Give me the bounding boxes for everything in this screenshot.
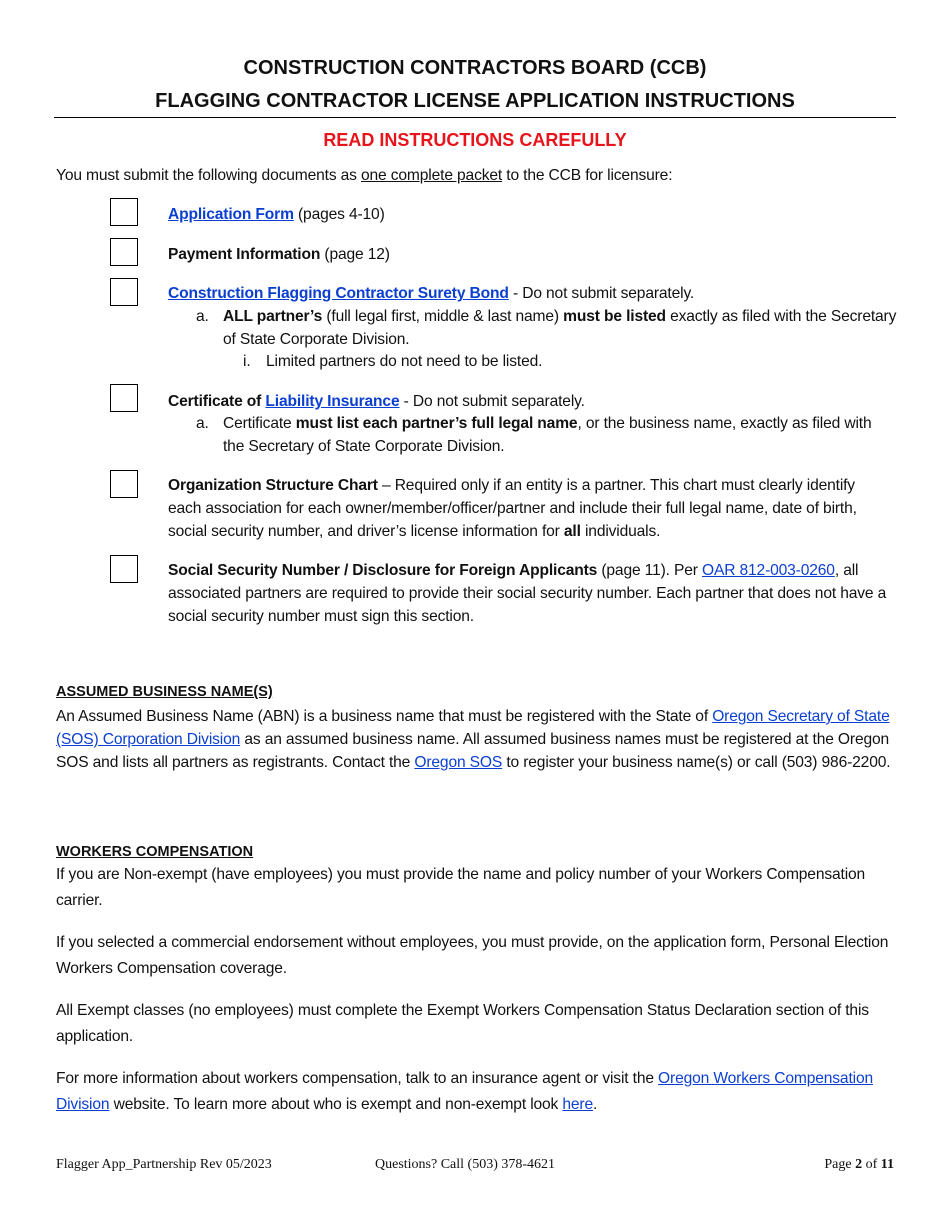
intro-text	[56, 164, 916, 187]
text-segment: If you are Non-exempt (have employees) you must provide the name and policy number of your Workers Compensation carrier.	[56, 866, 866, 909]
header-divider	[54, 117, 896, 118]
text-segment: An Assumed Business Name (ABN) is a business name that must be registered with the State of	[56, 708, 713, 725]
document-link[interactable]: Construction Flagging Contractor Surety Bond	[168, 285, 509, 302]
document-link[interactable]: Oregon Workers Compensation Division	[56, 1070, 873, 1113]
bold-text: must be listed	[563, 308, 666, 325]
text-segment: .	[593, 1096, 598, 1113]
text-segment: to the CCB for licensure:	[502, 167, 673, 184]
page-prefix: Page	[824, 1157, 856, 1172]
text-segment: , or the business name, exactly as filed with the Secretary of State Corporate Division.	[223, 415, 872, 455]
footer-revision: Flagger App_Partnership Rev 05/2023	[56, 1157, 272, 1172]
workers-comp-paragraph-1	[56, 862, 876, 914]
text-segment: individuals.	[580, 523, 661, 540]
checkbox-organization-chart[interactable]	[110, 470, 138, 498]
bold-text: ALL partner’s	[223, 308, 323, 325]
footer-phone: Questions? Call (503) 378-4621	[375, 1157, 556, 1172]
bold-text: Certificate of	[168, 393, 266, 410]
text-segment: All Exempt classes (no employees) must complete the Exempt Workers Compensation Status Declaration section of this application.	[56, 1002, 869, 1045]
text-segment: website. To learn more about who is exempt and non-exempt look	[109, 1096, 563, 1113]
warning-heading: READ INSTRUCTIONS CAREFULLY	[323, 130, 627, 150]
abn-heading: ASSUMED BUSINESS NAME(S)	[56, 684, 273, 700]
checklist-item-ssn-disclosure	[168, 559, 888, 628]
text-segment: - Do not submit separately.	[399, 393, 585, 410]
workers-comp-paragraph-4	[56, 1066, 886, 1118]
text-segment: (full legal first, middle & last name)	[322, 308, 564, 325]
document-link[interactable]: OAR 812-003-0260	[701, 562, 835, 579]
document-link[interactable]: Liability Insurance	[265, 393, 400, 410]
checkbox-liability-insurance[interactable]	[110, 384, 138, 412]
text-segment: For more information about workers compensation, talk to an insurance agent or visit the	[56, 1070, 659, 1087]
text-segment: Certificate	[223, 415, 296, 432]
workers-comp-paragraph-2	[56, 930, 896, 982]
text-segment: as an assumed business name. All assumed business names must be registered at the Oregon SOS and lists all partners as registrants. Contact the	[56, 731, 890, 771]
liability-insurance-note	[223, 412, 873, 458]
page-total: 11	[880, 1157, 894, 1172]
text-segment: to register your business name(s) or call (503) 986-2200.	[502, 754, 891, 771]
text-segment: (page 11). Per	[597, 562, 702, 579]
checkbox-surety-bond[interactable]	[110, 278, 138, 306]
checklist-item-surety-bond	[168, 282, 898, 305]
text-segment: , all associated partners are required to provide their social security number. Each partner that does not have a social security number must sign this section.	[168, 562, 887, 625]
document-link[interactable]: Oregon SOS	[414, 754, 503, 771]
limited-partners-note	[266, 350, 886, 373]
surety-bond-note	[223, 305, 903, 351]
text-segment: (pages 4-10)	[293, 206, 385, 223]
text-segment: If you selected a commercial endorsement without employees, you must provide, on the application form, Personal Election Workers Compensation coverage.	[56, 934, 889, 977]
document-title: CONSTRUCTION CONTRACTORS BOARD (CCB)	[243, 57, 707, 79]
bold-text: Payment Information	[168, 246, 321, 263]
text-segment: - Do not submit separately.	[508, 285, 695, 302]
list-marker-a: a.	[196, 308, 209, 325]
page-of: of	[862, 1157, 881, 1172]
document-link[interactable]: here	[562, 1096, 594, 1113]
text-segment: – Required only if an entity is a partner. This chart must clearly identify each association for each owner/member/officer/partner and include their full legal name, date of birth, social security number, and driver’s license information for	[168, 477, 857, 540]
bold-text: Organization Structure Chart	[168, 477, 378, 494]
bold-text: Social Security Number / Disclosure for Foreign Applicants	[168, 562, 598, 579]
list-marker-i: i.	[243, 353, 251, 370]
checklist-item-organization-chart	[168, 474, 888, 543]
checklist-item-liability-insurance	[168, 390, 898, 413]
text-segment: Limited partners do not need to be listed.	[266, 353, 543, 370]
bold-text: must list each partner’s full legal name	[295, 415, 578, 432]
text-segment: You must submit the following documents as	[56, 167, 362, 184]
document-link[interactable]: Oregon Secretary of State (SOS) Corporation Division	[56, 708, 890, 748]
workers-comp-heading: WORKERS COMPENSATION	[56, 844, 254, 860]
checklist-item-application-form	[168, 203, 898, 226]
checkbox-ssn-disclosure[interactable]	[110, 555, 138, 583]
checklist-item-payment-information	[168, 243, 898, 266]
footer-page-number	[824, 1157, 894, 1173]
text-segment: exactly as filed with the Secretary of State Corporate Division.	[223, 308, 897, 348]
workers-comp-paragraph-3	[56, 998, 876, 1050]
abn-paragraph	[56, 705, 891, 774]
document-link[interactable]: Application Form	[168, 206, 294, 223]
document-subtitle: FLAGGING CONTRACTOR LICENSE APPLICATION INSTRUCTIONS	[155, 90, 795, 112]
bold-text: all	[563, 523, 581, 540]
checkbox-application-form[interactable]	[110, 198, 138, 226]
list-marker-a: a.	[196, 415, 209, 432]
text-segment: (page 12)	[320, 246, 390, 263]
checkbox-payment-information[interactable]	[110, 238, 138, 266]
text-segment: one complete packet	[361, 167, 503, 184]
page-current: 2	[855, 1157, 863, 1172]
